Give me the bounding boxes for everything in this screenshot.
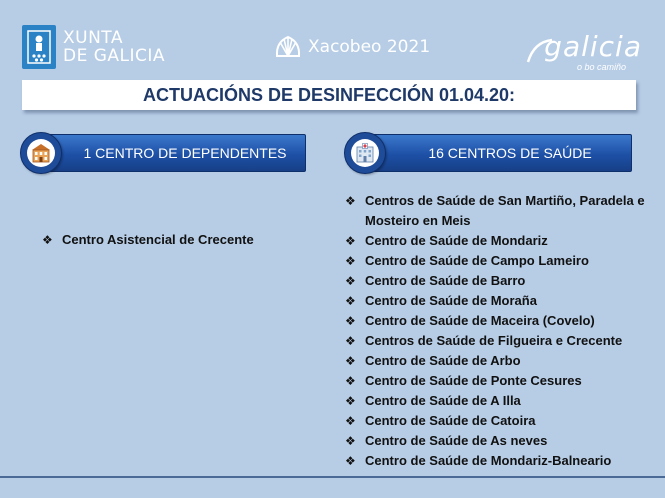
list-item: ❖ Centro de Saúde de Campo Lameiro: [345, 251, 645, 271]
left-header-label: 1 CENTRO DE DEPENDENTES: [83, 145, 287, 161]
xunta-line2: DE GALICIA: [63, 46, 166, 66]
xacobeo-logo: [274, 34, 430, 60]
right-header-badge: [344, 132, 386, 174]
list-item: ❖ Centro de Saúde de Moraña: [345, 291, 645, 311]
list-item: ❖ Centro de Saúde de Arbo: [345, 351, 645, 371]
list-item: ❖ Centro de Saúde de Ponte Cesures: [345, 371, 645, 391]
list-item: ❖ Centros de Saúde de San Martiño, Paradela e Mosteiro en Meis: [345, 193, 645, 228]
left-header-badge: [20, 132, 62, 174]
xunta-line1: XUNTA: [63, 28, 123, 48]
bullet-icon: ❖: [345, 274, 356, 288]
list-item: ❖ Centros de Saúde de Filgueira e Crecente: [345, 331, 645, 351]
bullet-icon: ❖: [345, 254, 356, 268]
hospital-icon: [354, 142, 376, 164]
galicia-tagline: o bo camiño: [576, 62, 626, 72]
list-item: ❖ Centro de Saúde de Maceira (Covelo): [345, 311, 645, 331]
galicia-logo: [524, 30, 642, 72]
bullet-icon: ❖: [42, 233, 53, 247]
list-item: ❖ Centro de Saúde de Barro: [345, 271, 645, 291]
right-list: [345, 191, 645, 471]
list-item: ❖ Centro de Saúde de As neves: [345, 431, 645, 451]
bullet-icon: ❖: [345, 374, 356, 388]
bullet-icon: ❖: [345, 194, 356, 208]
galicia-word: galicia: [544, 30, 642, 63]
bullet-icon: ❖: [345, 294, 356, 308]
scallop-shell-icon: [274, 34, 302, 60]
xunta-logo: [22, 25, 165, 69]
list-item: ❖ Centro de Saúde de Catoira: [345, 411, 645, 431]
xunta-emblem-icon: [22, 25, 56, 69]
building-icon: [30, 142, 52, 164]
bullet-icon: ❖: [345, 454, 356, 468]
list-item: ❖ Centro Asistencial de Crecente: [42, 230, 322, 250]
list-item: ❖ Centro de Saúde de A Illa: [345, 391, 645, 411]
bottom-divider: [0, 476, 665, 478]
bullet-icon: ❖: [345, 314, 356, 328]
bullet-icon: ❖: [345, 334, 356, 348]
page-title: ACTUACIÓNS DE DESINFECCIÓN 01.04.20:: [142, 84, 516, 105]
bullet-icon: ❖: [345, 434, 356, 448]
left-section-header: [20, 132, 306, 172]
right-header-bar: [370, 134, 632, 172]
bullet-icon: ❖: [345, 354, 356, 368]
title-banner: [22, 80, 636, 110]
bullet-icon: ❖: [345, 394, 356, 408]
list-item: ❖ Centro de Saúde de Mondariz: [345, 231, 645, 251]
xacobeo-text: Xacobeo 2021: [308, 37, 431, 57]
bullet-icon: ❖: [345, 414, 356, 428]
right-section-header: [344, 132, 632, 172]
left-list: [42, 230, 322, 250]
list-item: ❖ Centro de Saúde de Mondariz-Balneario: [345, 451, 645, 471]
right-header-label: 16 CENTROS DE SAÚDE: [428, 145, 592, 161]
bullet-icon: ❖: [345, 234, 356, 248]
left-header-bar: [46, 134, 306, 172]
